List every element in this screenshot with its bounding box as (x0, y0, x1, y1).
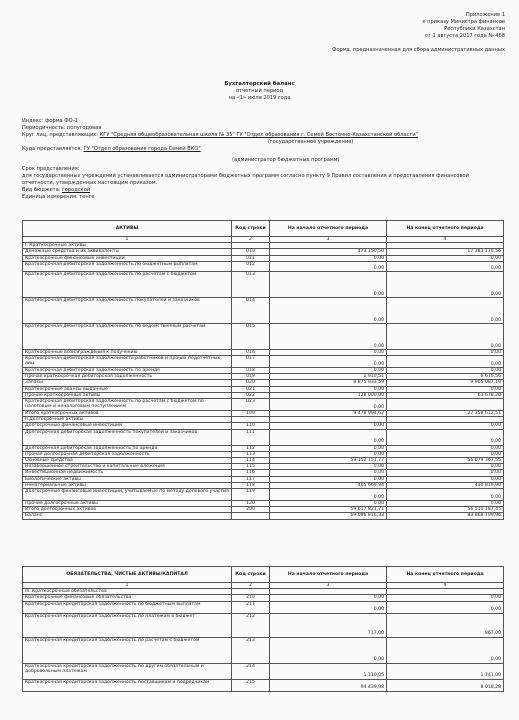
row-end-value: 9 905 087,19 (387, 380, 504, 386)
row-start-value: 0,00 (270, 445, 387, 451)
row-start-value: 0,00 (270, 423, 387, 429)
row-name: Краткосрочная кредиторская задолженность по платежам в бюджет (23, 613, 232, 637)
row-name: Краткосрочная дебиторская задолженность по ведомственным расчетам (23, 323, 232, 349)
row-end-value: 0,00 (387, 601, 504, 613)
appendix-line4: от 1 августа 2017 года № 468 (424, 33, 505, 39)
row-start-value: 0,00 (270, 386, 387, 392)
row-end-value: 83 868 799,96 (387, 513, 504, 519)
row-code: 117 (232, 476, 270, 482)
row-end-value: 63 678,20 (387, 392, 504, 398)
row-code: 010 (232, 249, 270, 255)
col-header-code: Код строки (232, 221, 270, 237)
row-name: Нематериальные активы (23, 482, 232, 488)
appendix-label: Приложение 1 (465, 12, 505, 18)
budget-type-label: Вид бюджета: (22, 187, 61, 193)
respondents-label: Круг лиц, представляющих: (22, 132, 98, 138)
row-name: Итого краткосрочных активов (23, 411, 232, 417)
row-end-value: 0,00 (387, 476, 504, 482)
row-start-value: 9 478 994,62 (270, 411, 387, 417)
row-start-value: 59 152 151,77 (270, 458, 387, 464)
row-name: Инвестиционная недвижимость (23, 470, 232, 476)
row-end-value: 0,00 (387, 429, 504, 445)
row-code: 116 (232, 470, 270, 476)
row-end-value: 0,00 (387, 445, 504, 451)
row-end-value: 27 358 612,51 (387, 411, 504, 417)
row-start-value: 0,00 (270, 451, 387, 457)
row-code: 210 (232, 595, 270, 601)
row-code: 013 (232, 271, 270, 297)
row-name: Незавершенное строительство и капитальные вложения (23, 464, 232, 470)
row-name: Прочие краткосрочные активы (23, 392, 232, 398)
row-code: 021 (232, 386, 270, 392)
row-name: Долгосрочная дебиторская задолженность покупателей и заказчиков (23, 429, 232, 445)
row-end-value: 1 741,00 (387, 663, 504, 679)
row-code: 118 (232, 482, 270, 488)
table-row (23, 637, 504, 663)
row-name: Долгосрочные финансовые инвестиции (23, 423, 232, 429)
row-code: 120 (232, 501, 270, 507)
row-start-value: 0,00 (270, 323, 387, 349)
row-code: 111 (232, 429, 270, 445)
row-start-value: 1 110,05 (270, 663, 387, 679)
liabilities-header-row (23, 567, 504, 583)
row-code: 115 (232, 464, 270, 470)
col-index-4: 4 (387, 237, 504, 243)
row-code: 020 (232, 380, 270, 386)
col-index-3: 3 (270, 237, 387, 243)
row-start-value: 0,00 (270, 470, 387, 476)
row-name: Биологические активы (23, 476, 232, 482)
row-code: 014 (232, 297, 270, 323)
row-end-value: 0,00 (387, 368, 504, 374)
row-name: Краткосрочная дебиторская задолженность работников и прочих подотчетных лиц (23, 356, 232, 368)
table-row (23, 663, 504, 679)
row-end-value: 0,00 (387, 489, 504, 501)
row-name: Основные средства (23, 458, 232, 464)
row-end-value: 0,00 (387, 637, 504, 663)
row-end-value: 56 079 367,55 (387, 458, 504, 464)
row-code: 023 (232, 399, 270, 411)
liabilities-table (22, 566, 504, 692)
row-end-value: 0,00 (387, 271, 504, 297)
row-code: 211 (232, 601, 270, 613)
row-name: Прочие долгосрочные активы (23, 501, 232, 507)
row-end-value: 0,00 (387, 595, 504, 601)
row-start-value: 0,00 (270, 255, 387, 261)
row-end-value: 0,00 (387, 297, 504, 323)
row-name: Запасы (23, 380, 232, 386)
row-start-value: 0,00 (270, 349, 387, 355)
row-code: 200 (232, 507, 270, 513)
row-start-value: 0,00 (270, 368, 387, 374)
row-code: 112 (232, 445, 270, 451)
row-start-value: 94 439,98 (270, 679, 387, 691)
row-name: Краткосрочная кредиторская задолженность по бюджетным выплатам (23, 601, 232, 613)
row-start-value: 0,00 (270, 399, 387, 411)
respondents-value: КГУ "Средняя общеобразовательная школа № 35" ГУ "Отдел образования г. Семей Восточно-Казахстанской области" (99, 132, 419, 138)
row-code: 114 (232, 458, 270, 464)
row-end-value: 56 510 187,45 (387, 507, 504, 513)
row-name: Долгосрочная дебиторская задолженность по аренде (23, 445, 232, 451)
col-index-4: 4 (387, 583, 504, 589)
table-row (23, 261, 504, 271)
col-header-assets: АКТИВЫ (23, 221, 232, 237)
col-header-end: На конец отчетного периода (387, 221, 504, 237)
col-index-1: 1 (23, 583, 232, 589)
row-name: Краткосрочная кредиторская задолженность по расчетам с бюджетом (23, 637, 232, 663)
row-start-value: 0,00 (270, 637, 387, 663)
row-name: Долгосрочные финансовые инвестиции, учитываемые по методу долевого участия (23, 489, 232, 501)
row-start-value: 1 910,51 (270, 374, 387, 380)
assets-header-row (23, 221, 504, 237)
budget-type (22, 187, 90, 193)
row-end-value: 0,00 (387, 261, 504, 271)
row-end-value: 17 383 170,56 (387, 249, 504, 255)
appendix-line2: к приказу Министра финансов (422, 19, 505, 25)
row-name: Итого долгосрочных активов (23, 507, 232, 513)
row-code: 215 (232, 679, 270, 691)
row-name: Краткосрочные финансовые обязательства (23, 595, 232, 601)
row-name: Прочая краткосрочная дебиторская задолженность (23, 374, 232, 380)
row-name: Краткосрочная кредиторская задолженность поставщикам и подрядчикам (23, 679, 232, 691)
col-header-code: Код строки (232, 567, 270, 583)
col-index-2: 2 (232, 237, 270, 243)
respondents (22, 132, 418, 138)
row-start-value: 465 669,94 (270, 482, 387, 488)
table-row (23, 399, 504, 411)
row-code: 214 (232, 663, 270, 679)
row-start-value: 0,00 (270, 429, 387, 445)
row-start-value: 0,00 (270, 489, 387, 501)
row-code: 022 (232, 392, 270, 398)
row-end-value: 0,00 (387, 386, 504, 392)
table-row (23, 679, 504, 691)
row-start-value: 717,00 (270, 613, 387, 637)
row-end-value: 0,00 (387, 356, 504, 368)
row-code: 018 (232, 368, 270, 374)
table-row (23, 429, 504, 445)
table-row (23, 356, 504, 368)
col-index-2: 2 (232, 583, 270, 589)
row-start-value: 8 875 933,59 (270, 380, 387, 386)
col-index-3: 3 (270, 583, 387, 589)
deadline-label: Срок представления: (22, 166, 80, 172)
row-code: 017 (232, 356, 270, 368)
respondents-sub: (государственное учреждение) (268, 139, 354, 145)
row-end-value: 0,00 (387, 470, 504, 476)
unit-of-measure: Единица измерения: тенге (22, 194, 95, 200)
row-start-value: 0,00 (270, 297, 387, 323)
row-start-value: 128 000,00 (270, 392, 387, 398)
row-start-value: 0,00 (270, 356, 387, 368)
table-row (23, 323, 504, 349)
row-end-value: 0,00 (387, 423, 504, 429)
row-end-value: 430 819,90 (387, 482, 504, 488)
row-name: Краткосрочная дебиторская задолженность по расчетам с бюджетом по налоговым и неналоговым поступлениям (23, 399, 232, 411)
row-name: Краткосрочная дебиторская задолженность по расчетам с бюджетом (23, 271, 232, 297)
row-name: III. Краткосрочные обязательства (23, 589, 232, 595)
table-row (23, 271, 504, 297)
row-name: Прочая долгосрочная дебиторская задолженность (23, 451, 232, 457)
period-label: отчетный период (235, 88, 284, 94)
recipient (22, 146, 201, 152)
row-code: 119 (232, 489, 270, 501)
row-code: 100 (232, 411, 270, 417)
row-code: 212 (232, 613, 270, 637)
col-header-start: На начало отчетного периода (270, 567, 387, 583)
row-code: 110 (232, 423, 270, 429)
row-end-value: 0,00 (387, 464, 504, 470)
row-start-value: 0,00 (270, 476, 387, 482)
row-start-value: 69 096 816,33 (270, 513, 387, 519)
table-row (23, 601, 504, 613)
row-code (232, 513, 270, 519)
col-header-start: На начало отчетного периода (270, 221, 387, 237)
row-start-value: 0,00 (270, 601, 387, 613)
row-name: II.Долгосрочные активы (23, 417, 232, 423)
row-name: Краткосрочная кредиторская задолженность по другим обязательным и добровольным платежам (23, 663, 232, 679)
row-name: I. Краткосрочные активы (23, 243, 232, 249)
form-note: Форма, предназначенная для сбора административных данных (331, 47, 505, 53)
row-end-value (387, 399, 504, 411)
assets-table (22, 220, 504, 520)
row-end-value: 8 018,28 (387, 679, 504, 691)
row-code: 213 (232, 637, 270, 663)
row-code: 012 (232, 261, 270, 271)
col-header-liabilities: ОБЯЗАТЕЛЬСТВА, ЧИСТЫЕ АКТИВЫ/КАПИТАЛ (23, 567, 232, 583)
table-row (23, 297, 504, 323)
row-start-value: 0,00 (270, 501, 387, 507)
row-start-value: 0,00 (270, 261, 387, 271)
row-code: 019 (232, 374, 270, 380)
row-name: Денежные средства и их эквиваленты (23, 249, 232, 255)
row-name: Краткосрочная дебиторская задолженность по аренде (23, 368, 232, 374)
row-start-value: 473 150,50 (270, 249, 387, 255)
recipient-value: ГУ "Отдел образования города Семей ВКО" (83, 146, 201, 152)
row-code: 016 (232, 349, 270, 355)
row-end-value: 6 676,56 (387, 374, 504, 380)
col-index-1: 1 (23, 237, 232, 243)
row-start-value: 59 617 821,71 (270, 507, 387, 513)
appendix-line3: Республики Казахстан (444, 26, 505, 32)
row-end-value: 0,00 (387, 255, 504, 261)
row-end-value: 0,00 (387, 501, 504, 507)
row-name: Краткосрочные авансы выданные (23, 386, 232, 392)
table-row (23, 489, 504, 501)
recipient-label: Куда представляется: (22, 146, 83, 152)
document-title: Бухгалтерский баланс (224, 81, 295, 87)
row-code: 113 (232, 451, 270, 457)
row-start-value: 0,00 (270, 271, 387, 297)
periodicity: Периодичность: полугодовая (22, 125, 102, 131)
row-code: 011 (232, 255, 270, 261)
deadline-text-2: отчетности, утвержденных настоящим приказом. (22, 180, 158, 186)
row-end-value: 0,00 (387, 451, 504, 457)
row-name: Краткосрочные вознаграждения к получению (23, 349, 232, 355)
row-code: 015 (232, 323, 270, 349)
budget-type-value: городской (62, 187, 91, 193)
recipient-sub: (администратор бюджетных программ) (232, 157, 340, 163)
row-name: Краткосрочная дебиторская задолженность покупателей и заказчиков (23, 297, 232, 323)
row-end-value: 0,00 (387, 323, 504, 349)
row-start-value: 0,00 (270, 595, 387, 601)
report-date: на «1» июля 2019 года (228, 95, 291, 101)
table-row (23, 613, 504, 637)
row-name: Краткосрочная дебиторская задолженность по бюджетным выплатам (23, 261, 232, 271)
deadline-text-1: для государственных учреждений устанавливается администраторами бюджетных программ согласно пункту 9 Правил составления и представления финансовой (22, 173, 469, 179)
row-name: Краткосрочные финансовые инвестиции (23, 255, 232, 261)
row-start-value: 0,00 (270, 464, 387, 470)
col-header-end: На конец отчетного периода (387, 567, 504, 583)
table-row (23, 513, 504, 519)
row-name: Баланс (23, 513, 232, 519)
form-index: Индекс: форма ФО-1 (22, 118, 78, 124)
row-end-value: 0,00 (387, 349, 504, 355)
row-end-value: 867,00 (387, 613, 504, 637)
